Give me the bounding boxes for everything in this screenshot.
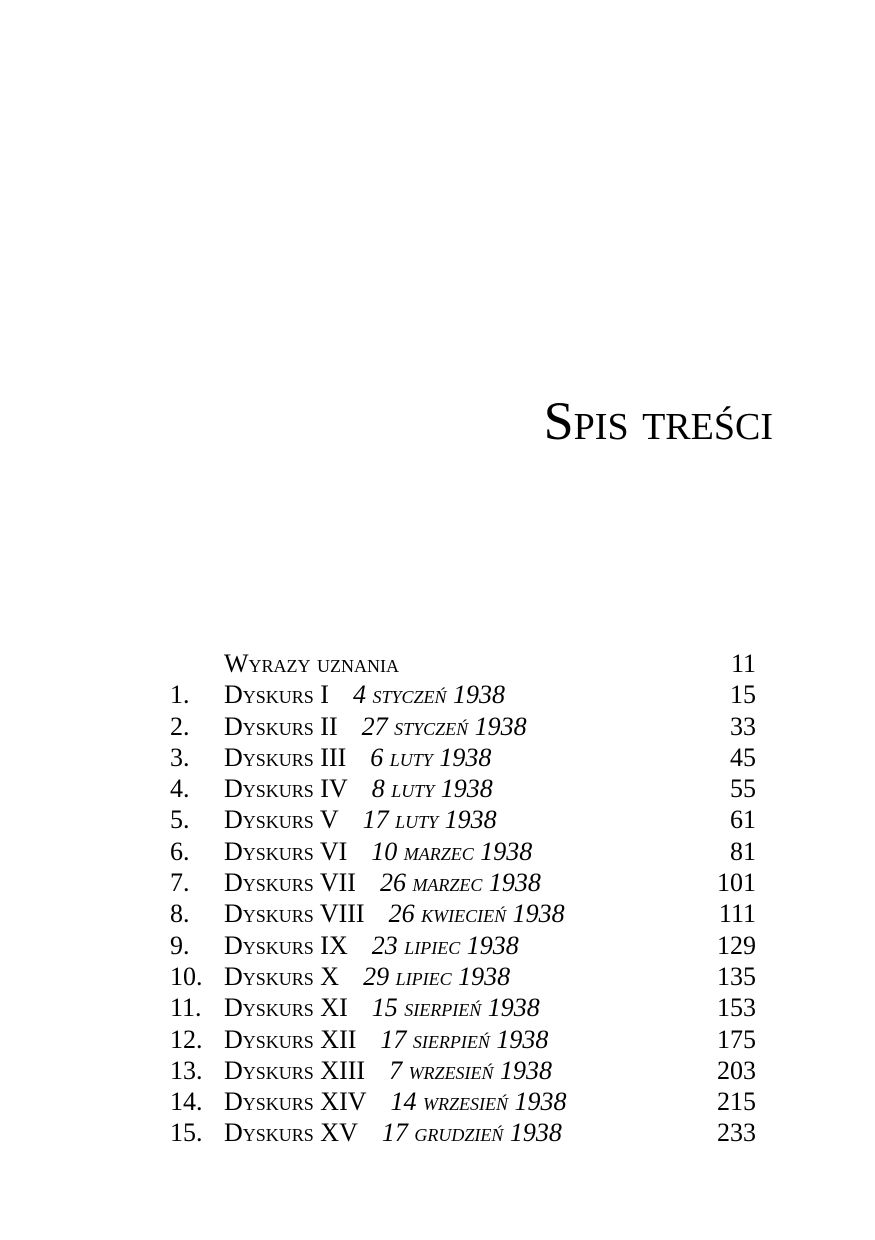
toc-title: Dyskurs X	[224, 961, 340, 991]
toc-page-number: 175	[717, 1024, 756, 1054]
toc-number: 9.	[170, 930, 190, 960]
toc-entry	[224, 773, 493, 804]
toc-title: Dyskurs XIII	[224, 1055, 366, 1085]
toc-entry	[224, 679, 505, 710]
table-of-contents	[170, 648, 760, 1149]
toc-date: 15 sierpień 1938	[371, 993, 540, 1023]
toc-number: 4.	[170, 774, 190, 804]
toc-date: 4 styczeń 1938	[352, 680, 506, 710]
toc-entry	[224, 711, 527, 742]
toc-number: 1.	[170, 680, 190, 710]
toc-entry	[224, 804, 497, 835]
toc-row[interactable]	[170, 836, 760, 867]
toc-number: 7.	[170, 868, 190, 898]
toc-date: 26 marzec 1938	[379, 868, 541, 898]
toc-date: 29 lipiec 1938	[363, 961, 511, 991]
toc-row[interactable]	[170, 773, 760, 804]
toc-title: Dyskurs III	[224, 742, 347, 772]
toc-row[interactable]	[170, 867, 760, 898]
toc-row[interactable]	[170, 711, 760, 742]
toc-number: 2.	[170, 711, 190, 741]
toc-entry	[224, 836, 532, 867]
toc-entry	[224, 930, 519, 961]
toc-row[interactable]	[170, 992, 760, 1023]
toc-date: 26 kwiecień 1938	[388, 899, 565, 929]
toc-date: 17 sierpień 1938	[380, 1024, 549, 1054]
toc-title: Dyskurs VIII	[224, 899, 365, 929]
toc-title: Dyskurs VII	[224, 868, 356, 898]
toc-number: 15.	[170, 1118, 203, 1148]
toc-date: 17 grudzień 1938	[381, 1118, 562, 1148]
toc-row[interactable]	[170, 930, 760, 961]
toc-entry	[224, 867, 541, 898]
toc-page-number: 33	[730, 711, 756, 741]
toc-page-number: 81	[730, 836, 756, 866]
page-title: Spis treści	[543, 391, 773, 451]
toc-entry	[224, 961, 510, 992]
toc-row[interactable]	[170, 898, 760, 929]
toc-date: 14 wrzesień 1938	[390, 1087, 567, 1117]
toc-number: 11.	[170, 993, 202, 1023]
toc-title: Dyskurs VI	[224, 836, 348, 866]
toc-page-number: 11	[730, 649, 756, 678]
toc-number: 3.	[170, 742, 190, 772]
toc-row[interactable]	[170, 1055, 760, 1086]
toc-entry	[224, 742, 491, 773]
toc-row[interactable]	[170, 804, 760, 835]
toc-page-number: 111	[718, 899, 756, 929]
toc-date: 7 wrzesień 1938	[389, 1055, 553, 1085]
toc-row[interactable]	[170, 679, 760, 710]
toc-entry	[224, 648, 399, 679]
toc-row[interactable]	[170, 648, 760, 679]
toc-number: 12.	[170, 1024, 203, 1054]
toc-page-number: 15	[730, 680, 756, 710]
toc-page-number: 45	[730, 742, 756, 772]
toc-title: Dyskurs I	[224, 680, 329, 710]
toc-date: 27 styczeń 1938	[361, 711, 527, 741]
toc-page-number: 135	[717, 961, 756, 991]
toc-number: 5.	[170, 805, 190, 835]
toc-entry	[224, 1117, 562, 1148]
toc-page-number: 129	[717, 930, 756, 960]
toc-title: Dyskurs XIV	[224, 1087, 367, 1117]
toc-title: Dyskurs IX	[224, 930, 348, 960]
toc-entry	[224, 1055, 552, 1086]
toc-title: Dyskurs II	[224, 711, 338, 741]
toc-page-number: 153	[717, 993, 756, 1023]
toc-row[interactable]	[170, 1086, 760, 1117]
toc-entry	[224, 1024, 548, 1055]
toc-number: 6.	[170, 836, 190, 866]
toc-number: 8.	[170, 899, 190, 929]
toc-page-number: 215	[717, 1087, 756, 1117]
toc-entry	[224, 898, 565, 929]
toc-row[interactable]	[170, 1024, 760, 1055]
toc-row[interactable]	[170, 1117, 760, 1148]
toc-title: Dyskurs V	[224, 805, 339, 835]
toc-date: 10 marzec 1938	[371, 836, 533, 866]
toc-title: Dyskurs XII	[224, 1024, 357, 1054]
toc-entry	[224, 1086, 567, 1117]
toc-row[interactable]	[170, 961, 760, 992]
toc-date: 6 luty 1938	[370, 742, 492, 772]
toc-page-number: 203	[717, 1055, 756, 1085]
toc-title: Wyrazy uznania	[224, 649, 400, 678]
toc-number: 13.	[170, 1055, 203, 1085]
toc-row[interactable]	[170, 742, 760, 773]
toc-title: Dyskurs XI	[224, 993, 348, 1023]
toc-title: Dyskurs IV	[224, 774, 348, 804]
toc-page-number: 55	[730, 774, 756, 804]
toc-page-number: 101	[717, 868, 756, 898]
toc-page-number: 61	[730, 805, 756, 835]
toc-number: 14.	[170, 1087, 203, 1117]
toc-number: 10.	[170, 961, 203, 991]
toc-date: 8 luty 1938	[371, 774, 493, 804]
toc-date: 23 lipiec 1938	[371, 930, 519, 960]
toc-date: 17 luty 1938	[362, 805, 497, 835]
toc-page-number: 233	[717, 1118, 756, 1148]
toc-title: Dyskurs XV	[224, 1118, 358, 1148]
toc-entry	[224, 992, 540, 1023]
